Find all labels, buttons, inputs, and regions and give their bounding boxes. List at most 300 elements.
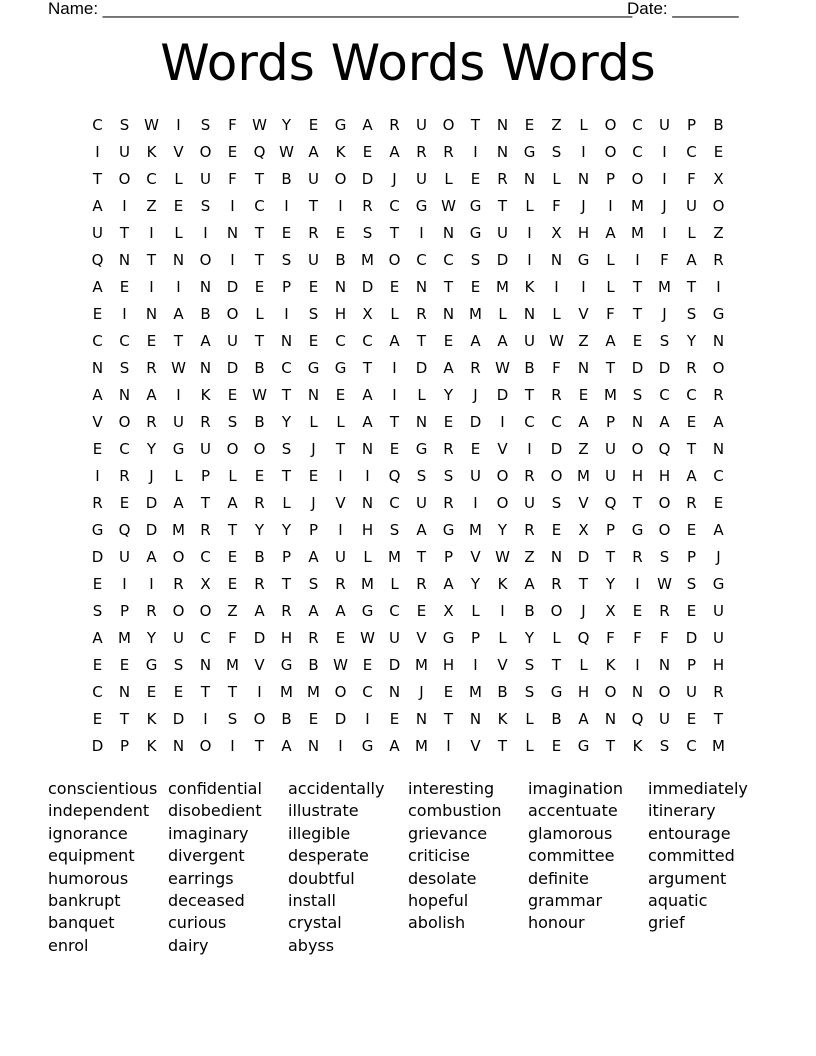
grid-letter: I <box>338 197 343 215</box>
grid-letter: W <box>171 359 186 377</box>
grid-letter: I <box>149 224 154 242</box>
word-bank-item: illegible <box>288 823 351 843</box>
grid-letter: L <box>255 305 264 323</box>
grid-letter: R <box>443 143 454 161</box>
grid-letter: G <box>469 224 482 242</box>
grid-letter: O <box>442 116 455 134</box>
grid-letter: I <box>176 278 181 296</box>
grid-letter: W <box>279 143 294 161</box>
grid-letter: R <box>524 521 535 539</box>
grid-letter: C <box>92 332 103 350</box>
grid-letter: I <box>149 575 154 593</box>
grid-letter: R <box>443 494 454 512</box>
grid-letter: S <box>659 332 670 350</box>
grid-letter: Y <box>254 521 265 539</box>
grid-letter: Q <box>388 467 401 485</box>
grid-letter: I <box>338 467 343 485</box>
grid-letter: S <box>119 116 130 134</box>
grid-letter: T <box>713 710 724 728</box>
grid-letter: I <box>473 656 478 674</box>
grid-letter: L <box>606 278 615 296</box>
grid-letter: M <box>415 737 428 755</box>
grid-letter: M <box>361 251 374 269</box>
grid-letter: T <box>605 359 616 377</box>
grid-letter: T <box>362 359 373 377</box>
grid-letter: N <box>199 278 212 296</box>
grid-letter: U <box>173 413 184 431</box>
grid-letter: O <box>199 602 212 620</box>
word-bank-item: accentuate <box>528 801 618 821</box>
grid-letter: A <box>362 116 373 134</box>
word-bank-item: enrol <box>48 935 89 955</box>
grid-letter: O <box>172 548 185 566</box>
date-field[interactable]: Date: _______ <box>627 0 739 18</box>
grid-letter: B <box>335 251 346 269</box>
grid-letter: I <box>473 143 478 161</box>
grid-letter: T <box>686 278 697 296</box>
grid-letter: I <box>203 710 208 728</box>
grid-letter: E <box>92 656 103 674</box>
grid-letter: B <box>308 656 319 674</box>
grid-letter: R <box>200 521 211 539</box>
grid-row <box>84 733 732 760</box>
grid-letter: N <box>361 494 374 512</box>
grid-letter: J <box>149 467 154 485</box>
grid-letter: P <box>605 413 616 431</box>
word-bank-item: aquatic <box>648 890 708 910</box>
grid-letter: T <box>524 386 535 404</box>
word-bank-item: banquet <box>48 913 115 933</box>
grid-letter: E <box>92 575 103 593</box>
grid-row <box>84 679 732 706</box>
grid-letter: E <box>551 737 562 755</box>
word-bank <box>48 778 768 957</box>
grid-letter: N <box>172 251 185 269</box>
grid-letter: E <box>335 386 346 404</box>
grid-letter: E <box>146 683 157 701</box>
grid-letter: F <box>228 170 237 188</box>
grid-letter: C <box>686 737 697 755</box>
grid-letter: A <box>173 494 184 512</box>
grid-letter: A <box>173 305 184 323</box>
grid-letter: L <box>471 602 480 620</box>
grid-letter: T <box>119 224 130 242</box>
grid-letter: T <box>254 224 265 242</box>
grid-letter: R <box>146 359 157 377</box>
grid-letter: S <box>632 386 643 404</box>
grid-letter: R <box>308 224 319 242</box>
grid-letter: B <box>254 359 265 377</box>
grid-letter: M <box>631 197 644 215</box>
grid-letter: R <box>308 629 319 647</box>
grid-letter: E <box>308 710 319 728</box>
word-bank-item: earrings <box>168 868 234 888</box>
grid-letter: E <box>92 710 103 728</box>
grid-letter: P <box>200 467 211 485</box>
grid-letter: I <box>122 197 127 215</box>
grid-letter: E <box>389 710 400 728</box>
grid-letter: E <box>308 467 319 485</box>
word-bank-item: honour <box>528 913 585 933</box>
grid-letter: L <box>282 494 291 512</box>
grid-letter: U <box>173 629 184 647</box>
grid-letter: E <box>443 332 454 350</box>
grid-letter: M <box>577 467 590 485</box>
grid-letter: A <box>686 251 697 269</box>
grid-letter: O <box>550 602 563 620</box>
grid-letter: S <box>119 359 130 377</box>
grid-letter: T <box>686 440 697 458</box>
word-bank-item: disobedient <box>168 801 262 821</box>
grid-letter: D <box>361 278 374 296</box>
grid-letter: I <box>284 305 289 323</box>
grid-letter: T <box>227 683 238 701</box>
grid-letter: N <box>118 386 131 404</box>
word-bank-item: humorous <box>48 868 129 888</box>
word-bank-item: immediately <box>648 779 748 798</box>
grid-letter: Z <box>578 332 589 350</box>
grid-letter: B <box>254 548 265 566</box>
grid-letter: A <box>308 548 319 566</box>
grid-letter: P <box>686 116 697 134</box>
grid-letter: G <box>361 602 374 620</box>
grid-letter: I <box>581 143 586 161</box>
grid-letter: V <box>497 656 508 674</box>
grid-letter: Y <box>281 521 292 539</box>
grid-letter: D <box>145 521 158 539</box>
grid-letter: L <box>174 170 183 188</box>
grid-letter: L <box>390 575 399 593</box>
grid-letter: D <box>415 359 428 377</box>
grid-letter: S <box>92 602 103 620</box>
grid-letter: M <box>469 521 482 539</box>
grid-letter: K <box>146 710 157 728</box>
grid-letter: K <box>335 143 346 161</box>
grid-letter: H <box>577 683 590 701</box>
grid-letter: D <box>145 494 158 512</box>
grid-letter: W <box>333 656 348 674</box>
grid-row <box>84 328 732 355</box>
grid-letter: H <box>361 521 374 539</box>
grid-letter: D <box>334 710 347 728</box>
grid-letter: T <box>281 467 292 485</box>
grid-letter: E <box>254 467 265 485</box>
grid-letter: I <box>149 278 154 296</box>
grid-letter: B <box>497 683 508 701</box>
word-bank-item: grievance <box>408 823 488 843</box>
grid-letter: V <box>578 494 589 512</box>
grid-letter: P <box>686 656 697 674</box>
grid-letter: E <box>713 494 724 512</box>
grid-letter: U <box>227 332 238 350</box>
grid-row <box>84 193 732 220</box>
word-bank-item: doubtful <box>288 868 355 888</box>
grid-letter: I <box>365 467 370 485</box>
grid-letter: E <box>524 116 535 134</box>
grid-letter: R <box>146 602 157 620</box>
grid-letter: N <box>712 332 725 350</box>
grid-letter: G <box>334 359 347 377</box>
grid-letter: T <box>281 386 292 404</box>
grid-letter: Y <box>146 440 157 458</box>
grid-letter: G <box>442 629 455 647</box>
grid-letter: G <box>415 440 428 458</box>
grid-letter: I <box>338 737 343 755</box>
grid-letter: N <box>415 413 428 431</box>
grid-letter: L <box>174 467 183 485</box>
grid-letter: A <box>578 710 589 728</box>
grid-letter: W <box>360 629 375 647</box>
word-bank-item: curious <box>168 913 227 933</box>
grid-letter: S <box>416 467 427 485</box>
grid-letter: C <box>146 170 157 188</box>
grid-letter: A <box>308 602 319 620</box>
grid-letter: T <box>200 683 211 701</box>
grid-letter: E <box>173 683 184 701</box>
grid-row <box>84 274 732 301</box>
grid-letter: O <box>172 602 185 620</box>
grid-letter: G <box>91 521 104 539</box>
grid-letter: E <box>686 521 697 539</box>
grid-letter: C <box>389 197 400 215</box>
grid-letter: E <box>686 602 697 620</box>
grid-letter: K <box>146 737 157 755</box>
grid-letter: A <box>686 467 697 485</box>
word-bank-item: ignorance <box>48 823 128 843</box>
grid-letter: P <box>308 521 319 539</box>
grid-letter: E <box>389 278 400 296</box>
grid-letter: S <box>524 683 535 701</box>
grid-letter: M <box>415 656 428 674</box>
grid-letter: E <box>281 224 292 242</box>
grid-letter: I <box>635 251 640 269</box>
grid-letter: E <box>362 656 373 674</box>
grid-letter: K <box>497 710 508 728</box>
grid-row <box>84 112 732 139</box>
grid-letter: O <box>199 251 212 269</box>
grid-letter: F <box>606 629 615 647</box>
grid-row <box>84 247 732 274</box>
grid-letter: A <box>362 413 373 431</box>
grid-letter: D <box>388 656 401 674</box>
grid-row <box>84 544 732 571</box>
word-bank-item: accidentally <box>288 779 385 798</box>
grid-letter: D <box>253 629 266 647</box>
grid-letter: I <box>122 575 127 593</box>
grid-letter: C <box>686 386 697 404</box>
grid-letter: E <box>362 143 373 161</box>
grid-letter: C <box>362 332 373 350</box>
grid-letter: P <box>470 629 481 647</box>
grid-letter: O <box>334 683 347 701</box>
grid-letter: C <box>713 467 724 485</box>
word-bank-item: independent <box>48 801 150 821</box>
grid-letter: S <box>524 656 535 674</box>
grid-letter: C <box>200 548 211 566</box>
grid-letter: C <box>119 332 130 350</box>
grid-letter: H <box>280 629 293 647</box>
grid-letter: S <box>308 575 319 593</box>
grid-letter: U <box>308 251 319 269</box>
grid-letter: O <box>550 467 563 485</box>
grid-letter: D <box>577 548 590 566</box>
grid-letter: Y <box>497 521 508 539</box>
grid-letter: S <box>281 440 292 458</box>
grid-letter: I <box>527 440 532 458</box>
grid-letter: R <box>497 170 508 188</box>
name-field[interactable]: Name: ________________________________________________________ <box>48 0 633 18</box>
grid-letter: M <box>361 575 374 593</box>
grid-letter: S <box>173 656 184 674</box>
grid-letter: E <box>308 278 319 296</box>
grid-letter: W <box>495 359 510 377</box>
grid-letter: I <box>338 521 343 539</box>
grid-letter: O <box>658 494 671 512</box>
word-bank-item: crystal <box>288 913 342 933</box>
grid-letter: Z <box>578 440 589 458</box>
grid-letter: I <box>662 170 667 188</box>
grid-letter: A <box>200 332 211 350</box>
grid-letter: B <box>551 710 562 728</box>
grid-letter: I <box>365 710 370 728</box>
grid-letter: K <box>524 278 535 296</box>
grid-letter: Y <box>524 629 535 647</box>
grid-letter: J <box>311 440 316 458</box>
grid-letter: A <box>578 413 589 431</box>
grid-letter: E <box>227 386 238 404</box>
grid-letter: B <box>524 359 535 377</box>
word-bank-item: hopeful <box>408 890 469 910</box>
grid-letter: W <box>252 386 267 404</box>
grid-letter: I <box>554 278 559 296</box>
grid-letter: F <box>633 629 642 647</box>
grid-letter: C <box>632 116 643 134</box>
grid-row <box>84 706 732 733</box>
grid-letter: H <box>577 224 590 242</box>
grid-letter: B <box>254 413 265 431</box>
grid-letter: F <box>228 629 237 647</box>
grid-letter: I <box>230 737 235 755</box>
grid-letter: D <box>361 170 374 188</box>
grid-letter: L <box>498 305 507 323</box>
grid-letter: N <box>145 305 158 323</box>
word-bank-item: divergent <box>168 846 245 866</box>
grid-letter: W <box>657 575 672 593</box>
grid-letter: N <box>577 359 590 377</box>
grid-letter: Y <box>443 386 454 404</box>
grid-letter: G <box>469 197 482 215</box>
grid-letter: J <box>662 197 667 215</box>
grid-letter: R <box>416 575 427 593</box>
grid-letter: Q <box>604 494 617 512</box>
grid-letter: T <box>497 197 508 215</box>
grid-letter: M <box>118 629 131 647</box>
grid-letter: C <box>389 602 400 620</box>
grid-letter: E <box>308 332 319 350</box>
word-bank-item: entourage <box>648 823 731 843</box>
puzzle-title: Words Words Words <box>160 34 656 92</box>
grid-letter: L <box>390 305 399 323</box>
grid-letter: N <box>442 305 455 323</box>
grid-letter: B <box>281 170 292 188</box>
grid-letter: U <box>605 440 616 458</box>
grid-letter: T <box>254 332 265 350</box>
grid-letter: O <box>253 440 266 458</box>
grid-letter: X <box>605 602 616 620</box>
grid-letter: E <box>92 305 103 323</box>
grid-letter: H <box>712 656 725 674</box>
grid-letter: L <box>498 629 507 647</box>
grid-letter: K <box>605 656 616 674</box>
grid-letter: T <box>443 710 454 728</box>
grid-letter: T <box>605 548 616 566</box>
grid-letter: T <box>146 251 157 269</box>
grid-letter: G <box>334 116 347 134</box>
grid-letter: G <box>631 521 644 539</box>
grid-letter: O <box>496 494 509 512</box>
grid-letter: F <box>606 305 615 323</box>
grid-letter: I <box>581 278 586 296</box>
grid-letter: M <box>172 521 185 539</box>
grid-letter: R <box>254 575 265 593</box>
grid-letter: U <box>92 224 103 242</box>
grid-letter: M <box>631 224 644 242</box>
grid-letter: N <box>658 656 671 674</box>
grid-row <box>84 139 732 166</box>
grid-letter: F <box>660 629 669 647</box>
grid-letter: C <box>551 413 562 431</box>
grid-letter: J <box>581 602 586 620</box>
grid-letter: M <box>307 683 320 701</box>
grid-letter: T <box>254 737 265 755</box>
grid-letter: G <box>577 737 590 755</box>
grid-letter: A <box>92 629 103 647</box>
grid-letter: A <box>362 386 373 404</box>
grid-letter: M <box>469 305 482 323</box>
grid-letter: L <box>174 224 183 242</box>
grid-letter: H <box>658 467 671 485</box>
grid-letter: N <box>361 440 374 458</box>
grid-letter: E <box>470 278 481 296</box>
grid-letter: R <box>416 305 427 323</box>
grid-letter: T <box>335 440 346 458</box>
grid-letter: G <box>442 521 455 539</box>
grid-letter: Y <box>146 629 157 647</box>
grid-letter: I <box>95 143 100 161</box>
grid-letter: N <box>550 251 563 269</box>
grid-letter: C <box>92 683 103 701</box>
grid-letter: L <box>444 170 453 188</box>
grid-letter: U <box>200 170 211 188</box>
grid-letter: C <box>119 440 130 458</box>
grid-letter: L <box>525 710 534 728</box>
word-bank-item: abolish <box>408 913 466 933</box>
grid-letter: Q <box>577 629 590 647</box>
grid-letter: O <box>712 197 725 215</box>
grid-letter: U <box>416 116 427 134</box>
grid-letter: I <box>635 656 640 674</box>
grid-letter: T <box>281 575 292 593</box>
grid-letter: T <box>632 278 643 296</box>
grid-letter: S <box>659 548 670 566</box>
grid-letter: A <box>92 278 103 296</box>
grid-letter: E <box>713 143 724 161</box>
grid-letter: R <box>470 359 481 377</box>
grid-letter: I <box>203 224 208 242</box>
grid-row <box>84 517 732 544</box>
grid-letter: N <box>631 683 644 701</box>
grid-letter: O <box>226 305 239 323</box>
